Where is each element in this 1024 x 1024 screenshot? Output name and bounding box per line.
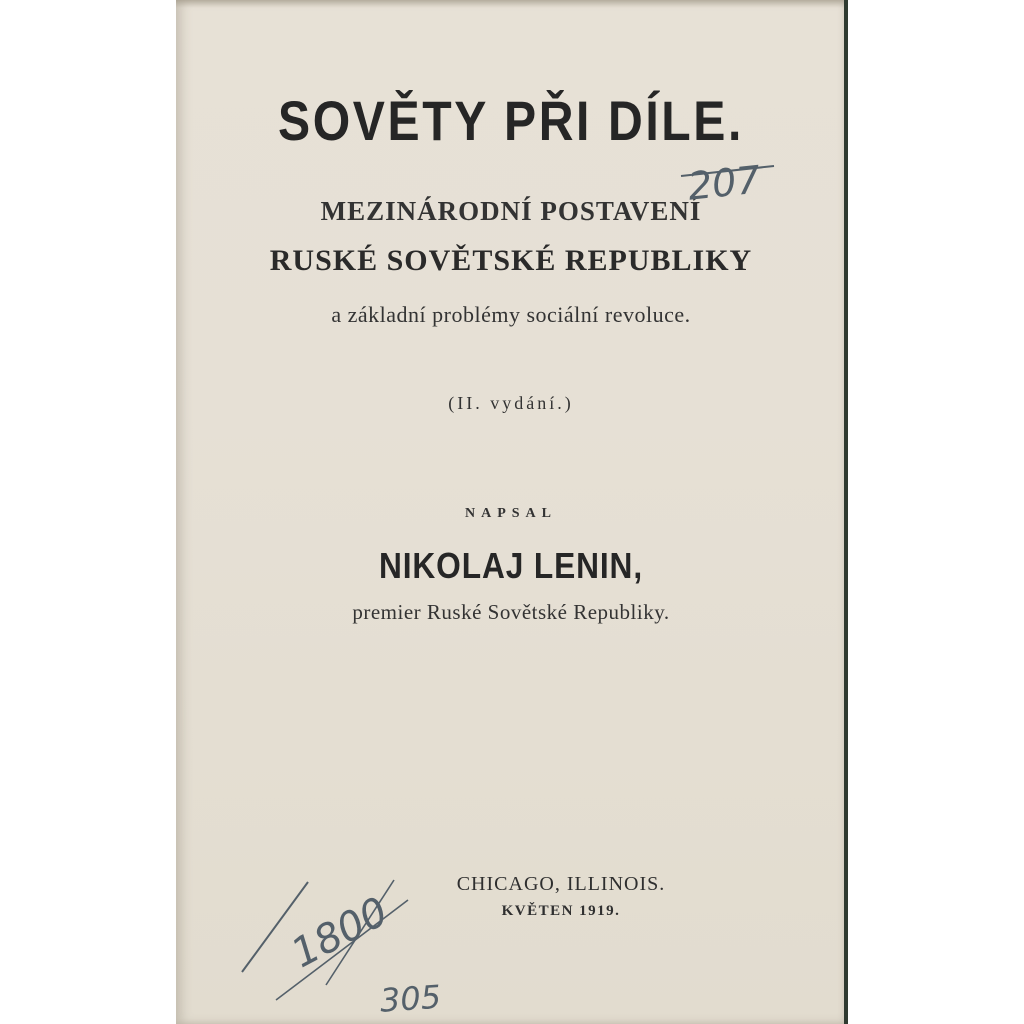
handwritten-number-bottom: 305 (378, 977, 443, 1020)
page-top-shadow (176, 0, 846, 8)
title-page (176, 0, 846, 1024)
pencil-stroke-top (681, 166, 774, 176)
byline-label: NAPSAL (464, 506, 557, 521)
book-title: SOVĚTY PŘI DÍLE. (278, 89, 744, 152)
author-name: NIKOLAJ LENIN, (378, 545, 643, 586)
subtitle-line-3: a základní problémy sociální revoluce. (331, 302, 691, 327)
author-title: premier Ruské Sovětské Republiky. (352, 600, 670, 624)
subtitle-line-2: RUSKÉ SOVĚTSKÉ REPUBLIKY (269, 244, 753, 277)
publication-place: CHICAGO, ILLINOIS. (456, 873, 666, 895)
handwritten-scribble: 1800 (284, 888, 396, 978)
handwritten-number-top: 207 (685, 157, 763, 209)
subtitle-line-1: MEZINÁRODNÍ POSTAVENÍ (320, 196, 702, 226)
publication-date: KVĚTEN 1919. (501, 903, 621, 919)
edition-note: (II. vydání.) (448, 393, 574, 413)
